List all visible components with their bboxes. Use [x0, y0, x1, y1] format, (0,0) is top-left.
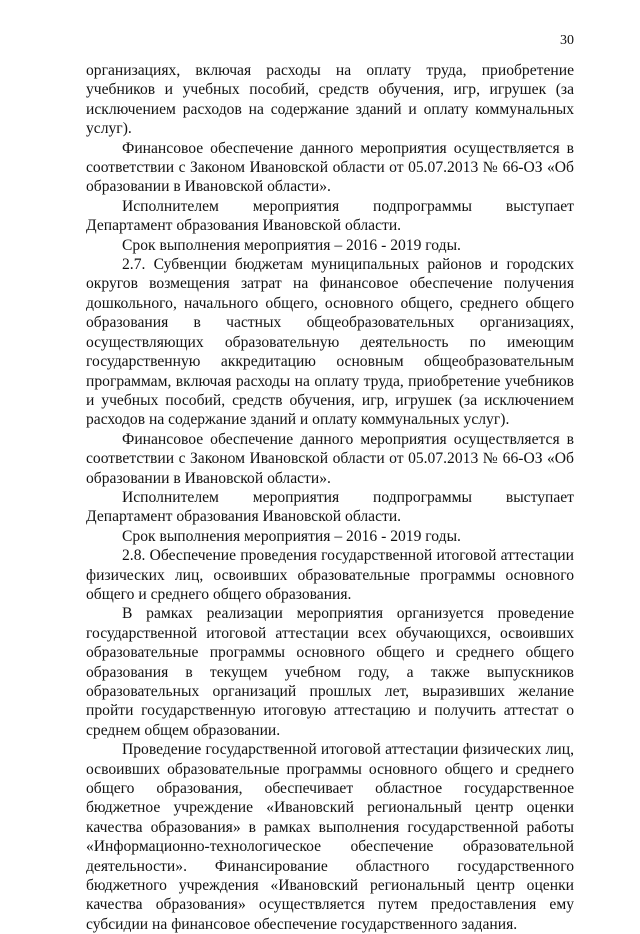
paragraph: 2.8. Обеспечение проведения государственной итоговой аттестации физических лиц, освоивших образовательные программы основного общего и среднего общего образования. [86, 547, 574, 603]
document-body [86, 61, 574, 934]
paragraph: Финансовое обеспечение данного мероприятия осуществляется в соответствии с Законом Ивановской области от 05.07.2013 № 66-ОЗ «Об образовании в Ивановской области». [86, 139, 574, 196]
paragraph: организациях, включая расходы на оплату труда, приобретение учебников и учебных пособий, средств обучения, игр, игрушек (за исключением расходов на содержание зданий и оплату коммунальных услуг). [86, 62, 574, 138]
paragraph: Проведение государственной итоговой аттестации физических лиц, освоивших образовательные программы основного общего и среднего общего образования, обеспечивает областное государственное бюджетное учреждение «Ивановский региональный центр оценки качества образования» в рамках выполнения государственной работы «Информационно-технологическое обеспечение образовательной деятельности». Финансирование областного государственного бюджетного учреждения «Ивановский региональный центр оценки качества образования» осуществляется путем предоставления ему субсидии на финансовое обеспечение государственного задания. [86, 741, 574, 933]
paragraph: Финансовое обеспечение данного мероприятия осуществляется в соответствии с Законом Ивановской области от 05.07.2013 № 66-ОЗ «Об образовании в Ивановской области». [86, 430, 574, 487]
paragraph: 2.7. Субвенции бюджетам муниципальных районов и городских округов возмещения затрат на финансовое обеспечение получения дошкольного, начального общего, основного общего, среднего общего образования в частных общеобразовательных организациях, осуществляющих образовательную деятельность по имеющим государственную аккредитацию основным общеобразовательным программам, включая расходы на оплату труда, приобретение учебников и учебных пособий, средств обучения, игр, игрушек (за исключением расходов на содержание зданий и оплату коммунальных услуг). [86, 256, 574, 429]
paragraph: Срок выполнения мероприятия – 2016 - 2019 годы. [122, 236, 461, 254]
page-number: 30 [560, 33, 574, 48]
paragraph: Срок выполнения мероприятия – 2016 - 2019 годы. [122, 527, 461, 545]
paragraph: Исполнителем мероприятия подпрограммы выступает Департамент образования Ивановской области. [86, 488, 574, 526]
paragraph: В рамках реализации мероприятия организуется проведение государственной итоговой аттестации всех обучающихся, освоивших образовательные программы основного общего и среднего общего образования в текущем учебном году, а также выпускников образовательных организаций прошлых лет, выразивших желание пройти государственную итоговую аттестацию и получить аттестат о среднем общем образовании. [86, 605, 574, 739]
paragraph: Исполнителем мероприятия подпрограммы выступает Департамент образования Ивановской области. [86, 197, 574, 235]
